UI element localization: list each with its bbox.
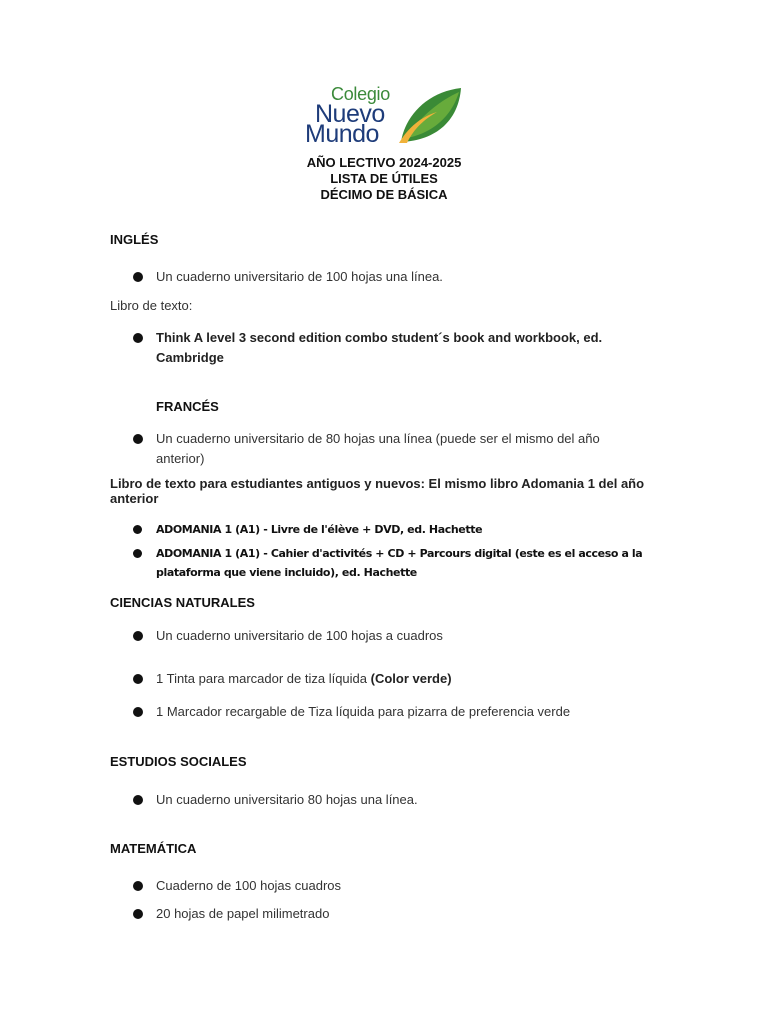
- item-text: ADOMANIA 1 (A1) - Cahier d'activités + CD + Parcours digital (este es el acceso a la plataforma que viene incluido), ed. Hachette: [156, 547, 643, 579]
- bullet-icon: [133, 795, 143, 805]
- section-ciencias-title: CIENCIAS NATURALES: [110, 595, 255, 610]
- logo-line-colegio: Colegio: [331, 84, 390, 104]
- item-text-bold: (Color verde): [370, 671, 452, 686]
- list-title: LISTA DE ÚTILES: [330, 171, 438, 186]
- item-text: Un cuaderno universitario 80 hojas una línea.: [156, 792, 418, 807]
- section-sociales-title: ESTUDIOS SOCIALES: [110, 754, 247, 769]
- textbook-note: Libro de texto para estudiantes antiguos y nuevos: El mismo libro Adomania 1 del año anterior: [110, 476, 645, 506]
- item-text: Un cuaderno universitario de 100 hojas una línea.: [156, 269, 443, 284]
- item-text-regular: 1 Tinta para marcador de tiza líquida: [156, 671, 371, 686]
- logo-line-nuevo: Nuevo: [315, 100, 385, 128]
- section-frances-title: FRANCÉS: [156, 399, 219, 414]
- bullet-icon: [133, 909, 143, 919]
- bullet-icon: [133, 333, 143, 343]
- bullet-icon: [133, 434, 143, 444]
- item-text: Un cuaderno universitario de 100 hojas a cuadros: [156, 628, 443, 643]
- leaf-icon: [397, 86, 463, 144]
- item-text: [156, 669, 651, 689]
- bullet-icon: [133, 272, 143, 282]
- bullet-icon: [133, 881, 143, 891]
- item-text: 20 hojas de papel milimetrado: [156, 906, 330, 921]
- textbook-label: Libro de texto:: [110, 298, 193, 313]
- school-logo: [305, 84, 465, 148]
- item-text: Think A level 3 second edition combo student´s book and workbook, ed. Cambridge: [156, 330, 603, 365]
- item-text: ADOMANIA 1 (A1) - Livre de l'élève + DVD, ed. Hachette: [156, 523, 483, 536]
- grade-title: DÉCIMO DE BÁSICA: [320, 187, 448, 202]
- logo-line-mundo: Mundo: [305, 120, 379, 148]
- item-text: Un cuaderno universitario de 80 hojas una línea (puede ser el mismo del año anterior): [156, 431, 600, 466]
- section-ingles-title: INGLÉS: [110, 232, 159, 247]
- bullet-icon: [133, 707, 143, 717]
- item-text: Cuaderno de 100 hojas cuadros: [156, 878, 342, 893]
- item-text: 1 Marcador recargable de Tiza líquida para pizarra de preferencia verde: [156, 704, 571, 719]
- section-matematica-title: MATEMÁTICA: [110, 841, 197, 856]
- bullet-icon: [133, 525, 142, 534]
- bullet-icon: [133, 549, 142, 558]
- bullet-icon: [133, 631, 143, 641]
- school-year: AÑO LECTIVO 2024-2025: [306, 155, 462, 170]
- bullet-icon: [133, 674, 143, 684]
